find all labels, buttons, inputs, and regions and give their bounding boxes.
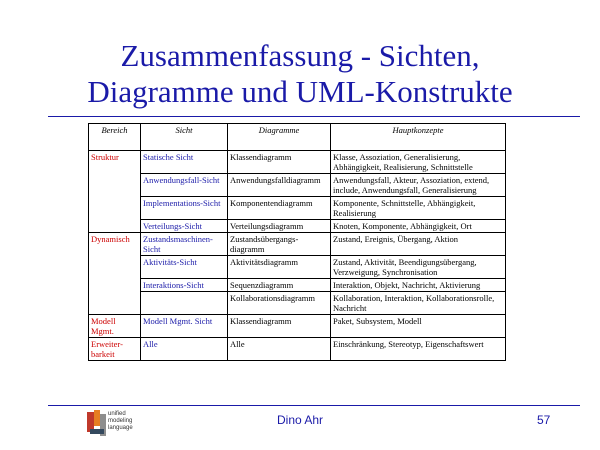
cell-diagramme: Zustandsübergangs-diagramm [228,233,331,256]
cell-diagramme: Aktivitätsdiagramm [228,256,331,279]
table-row [89,292,506,315]
table-header-row [89,124,506,151]
cell-sicht: Anwendungsfall-Sicht [141,174,228,197]
cell-bereich [89,174,141,197]
cell-sicht [141,292,228,315]
table-row [89,338,506,361]
cell-bereich [89,256,141,279]
page-number: 57 [537,413,551,427]
cell-sicht: Modell Mgmt. Sicht [141,315,228,338]
cell-bereich: Dynamisch [89,233,141,256]
cell-konzepte: Klasse, Assoziation, Generalisierung, Abhängigkeit, Realisierung, Schnittstelle [331,151,506,174]
logo-line2: modeling [108,418,133,424]
cell-sicht: Statische Sicht [141,151,228,174]
cell-konzepte: Einschränkung, Stereotyp, Eigenschaftswert [331,338,506,361]
table-row [89,256,506,279]
logo-line3: language [108,425,133,431]
footer-author: Dino Ahr [276,413,324,427]
cell-sicht: Zustandsmaschinen-Sicht [141,233,228,256]
cell-bereich [89,220,141,233]
top-divider [48,116,580,117]
cell-bereich: Modell Mgmt. [89,315,141,338]
cell-konzepte: Interaktion, Objekt, Nachricht, Aktivierung [331,279,506,292]
cell-diagramme: Kollaborationsdiagramm [228,292,331,315]
cell-sicht: Interaktions-Sicht [141,279,228,292]
cell-bereich [89,197,141,220]
slide-title [0,38,600,110]
table-row [89,220,506,233]
cell-konzepte: Zustand, Ereignis, Übergang, Aktion [331,233,506,256]
cell-diagramme: Klassendiagramm [228,315,331,338]
bottom-divider [48,405,580,406]
cell-diagramme: Anwendungsfalldiagramm [228,174,331,197]
cell-konzepte: Paket, Subsystem, Modell [331,315,506,338]
header-sicht: Sicht [141,124,228,151]
slide-title-line2: Diagramme und UML-Konstrukte [87,74,513,109]
slide-title-line1: Zusammenfassung - Sichten, [120,38,480,73]
cell-sicht: Verteilungs-Sicht [141,220,228,233]
cell-konzepte: Zustand, Aktivität, Beendigungsübergang, Verzweigung, Synchronisation [331,256,506,279]
cell-diagramme: Komponentendiagramm [228,197,331,220]
cell-bereich: Erweiter-barkeit [89,338,141,361]
cell-bereich: Struktur [89,151,141,174]
table-row [89,279,506,292]
cell-sicht: Aktivitäts-Sicht [141,256,228,279]
cell-konzepte: Anwendungsfall, Akteur, Assoziation, extend, include, Anwendungsfall, Generalisierung [331,174,506,197]
cell-konzepte: Knoten, Komponente, Abhängigkeit, Ort [331,220,506,233]
cell-bereich [89,292,141,315]
cell-konzepte: Komponente, Schnittstelle, Abhängigkeit, Realisierung [331,197,506,220]
cell-konzepte: Kollaboration, Interaktion, Kollaborationsrolle, Nachricht [331,292,506,315]
header-hauptkonzepte: Hauptkonzepte [331,124,506,151]
cell-diagramme: Alle [228,338,331,361]
table-row [89,233,506,256]
cell-diagramme: Verteilungsdiagramm [228,220,331,233]
cell-sicht: Implementations-Sicht [141,197,228,220]
summary-table [88,123,506,361]
table-row [89,151,506,174]
header-diagramme: Diagramme [228,124,331,151]
cell-sicht: Alle [141,338,228,361]
table-row [89,197,506,220]
table-row [89,174,506,197]
cell-bereich [89,279,141,292]
cell-diagramme: Sequenzdiagramm [228,279,331,292]
cell-diagramme: Klassendiagramm [228,151,331,174]
logo-line1: unified [108,411,126,417]
header-bereich: Bereich [89,124,141,151]
table-row [89,315,506,338]
